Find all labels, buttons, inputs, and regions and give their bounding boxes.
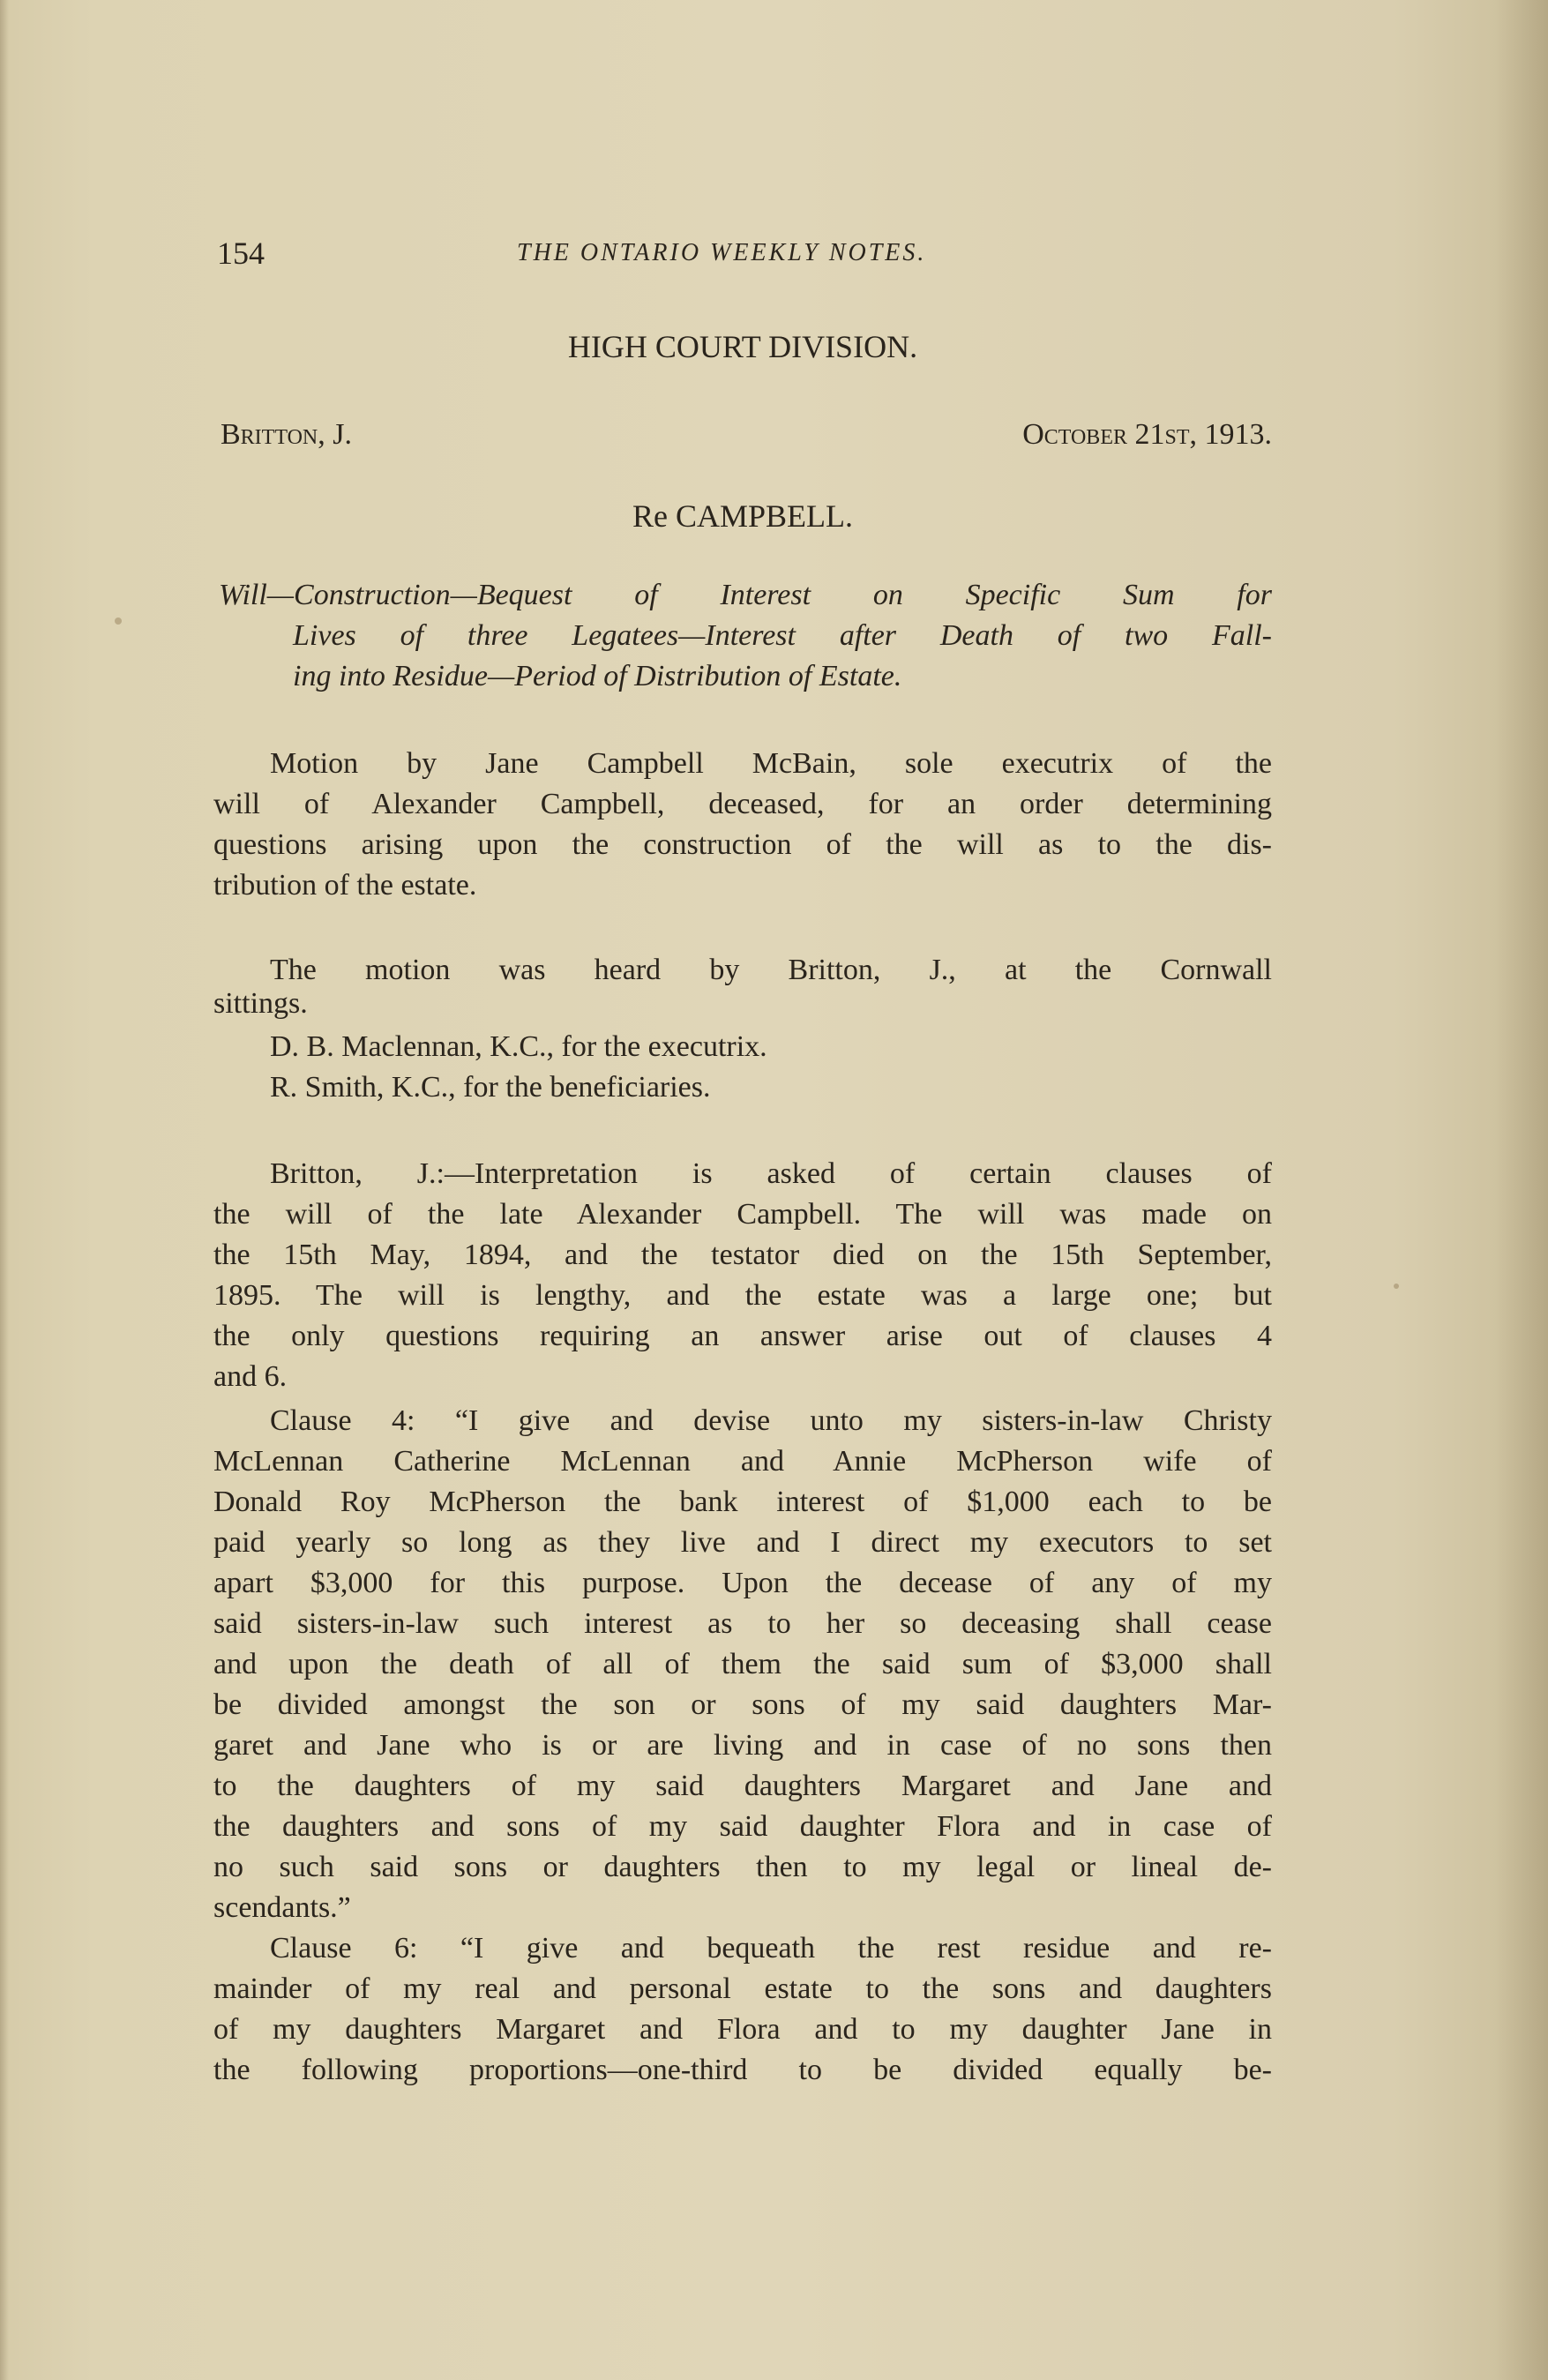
text-line: Britton, J.:—Interpretation is asked of certain clauses of — [270, 1157, 1272, 1190]
counsel-line: R. Smith, K.C., for the beneficiaries. — [270, 1071, 711, 1104]
text-line: Clause 6: “I give and bequeath the rest residue and re- — [270, 1932, 1272, 1965]
text-line: be divided amongst the son or sons of my said daughters Mar- — [213, 1688, 1272, 1721]
text-line: said sisters-in-law such interest as to her so deceasing shall cease — [213, 1607, 1272, 1640]
text-line: mainder of my real and personal estate to the sons and daughters — [213, 1972, 1272, 2005]
text-line: Clause 4: “I give and devise unto my sisters-in-law Christy — [270, 1404, 1272, 1437]
text-line: of my daughters Margaret and Flora and to my daughter Jane in — [213, 2013, 1272, 2046]
judge-name: Britton, J. — [221, 418, 352, 451]
headnote-line: ing into Residue—Period of Distribution of Estate. — [293, 660, 902, 692]
foxing-spot — [1394, 1284, 1399, 1289]
text-line: the following proportions—one-third to be divided equally be- — [213, 2054, 1272, 2086]
text-line: sittings. — [213, 987, 308, 1020]
page-right-edge-shadow — [1495, 0, 1548, 2380]
counsel-line: D. B. Maclennan, K.C., for the executrix. — [270, 1030, 767, 1063]
text-line: to the daughters of my said daughters Margaret and Jane and — [213, 1770, 1272, 1802]
text-line: the will of the late Alexander Campbell. The will was made on — [213, 1198, 1272, 1231]
text-line: Donald Roy McPherson the bank interest of $1,000 each to be — [213, 1486, 1272, 1518]
text-line: and 6. — [213, 1360, 288, 1393]
judge-date-line — [213, 413, 1272, 457]
text-line: and upon the death of all of them the said sum of $3,000 shall — [213, 1648, 1272, 1680]
running-head: THE ONTARIO WEEKLY NOTES. — [517, 239, 927, 266]
text-line: paid yearly so long as they live and I direct my executors to set — [213, 1526, 1272, 1559]
headnote-line: Lives of three Legatees—Interest after Death of two Fall- — [293, 619, 1272, 652]
text-line: tribution of the estate. — [213, 869, 477, 902]
text-line: the only questions requiring an answer arise out of clauses 4 — [213, 1320, 1272, 1352]
text-line: McLennan Catherine McLennan and Annie McPherson wife of — [213, 1445, 1272, 1478]
text-line: will of Alexander Campbell, deceased, for an order determining — [213, 788, 1272, 820]
decision-date: October 21st, 1913. — [1022, 418, 1272, 451]
foxing-spot — [115, 617, 122, 625]
text-line: garet and Jane who is or are living and in case of no sons then — [213, 1729, 1272, 1762]
case-title: Re CAMPBELL. — [632, 498, 853, 534]
text-line: questions arising upon the construction of the will as to the dis- — [213, 828, 1272, 861]
page-number: 154 — [217, 236, 265, 271]
text-line: the 15th May, 1894, and the testator died on the 15th September, — [213, 1239, 1272, 1271]
division-heading: HIGH COURT DIVISION. — [567, 329, 918, 364]
page-left-edge — [0, 0, 9, 2380]
headnote-line: Will—Construction—Bequest of Interest on Specific Sum for — [219, 579, 1272, 611]
text-line: apart $3,000 for this purpose. Upon the decease of any of my — [213, 1567, 1272, 1599]
text-line: The motion was heard by Britton, J., at the Cornwall — [270, 954, 1272, 986]
text-line: the daughters and sons of my said daughter Flora and in case of — [213, 1810, 1272, 1843]
page-header — [217, 231, 1272, 275]
text-line: no such said sons or daughters then to my legal or lineal de- — [213, 1851, 1272, 1883]
text-line: scendants.” — [213, 1891, 351, 1924]
text-line: Motion by Jane Campbell McBain, sole executrix of the — [270, 747, 1272, 780]
text-line: 1895. The will is lengthy, and the estate was a large one; but — [213, 1279, 1272, 1312]
